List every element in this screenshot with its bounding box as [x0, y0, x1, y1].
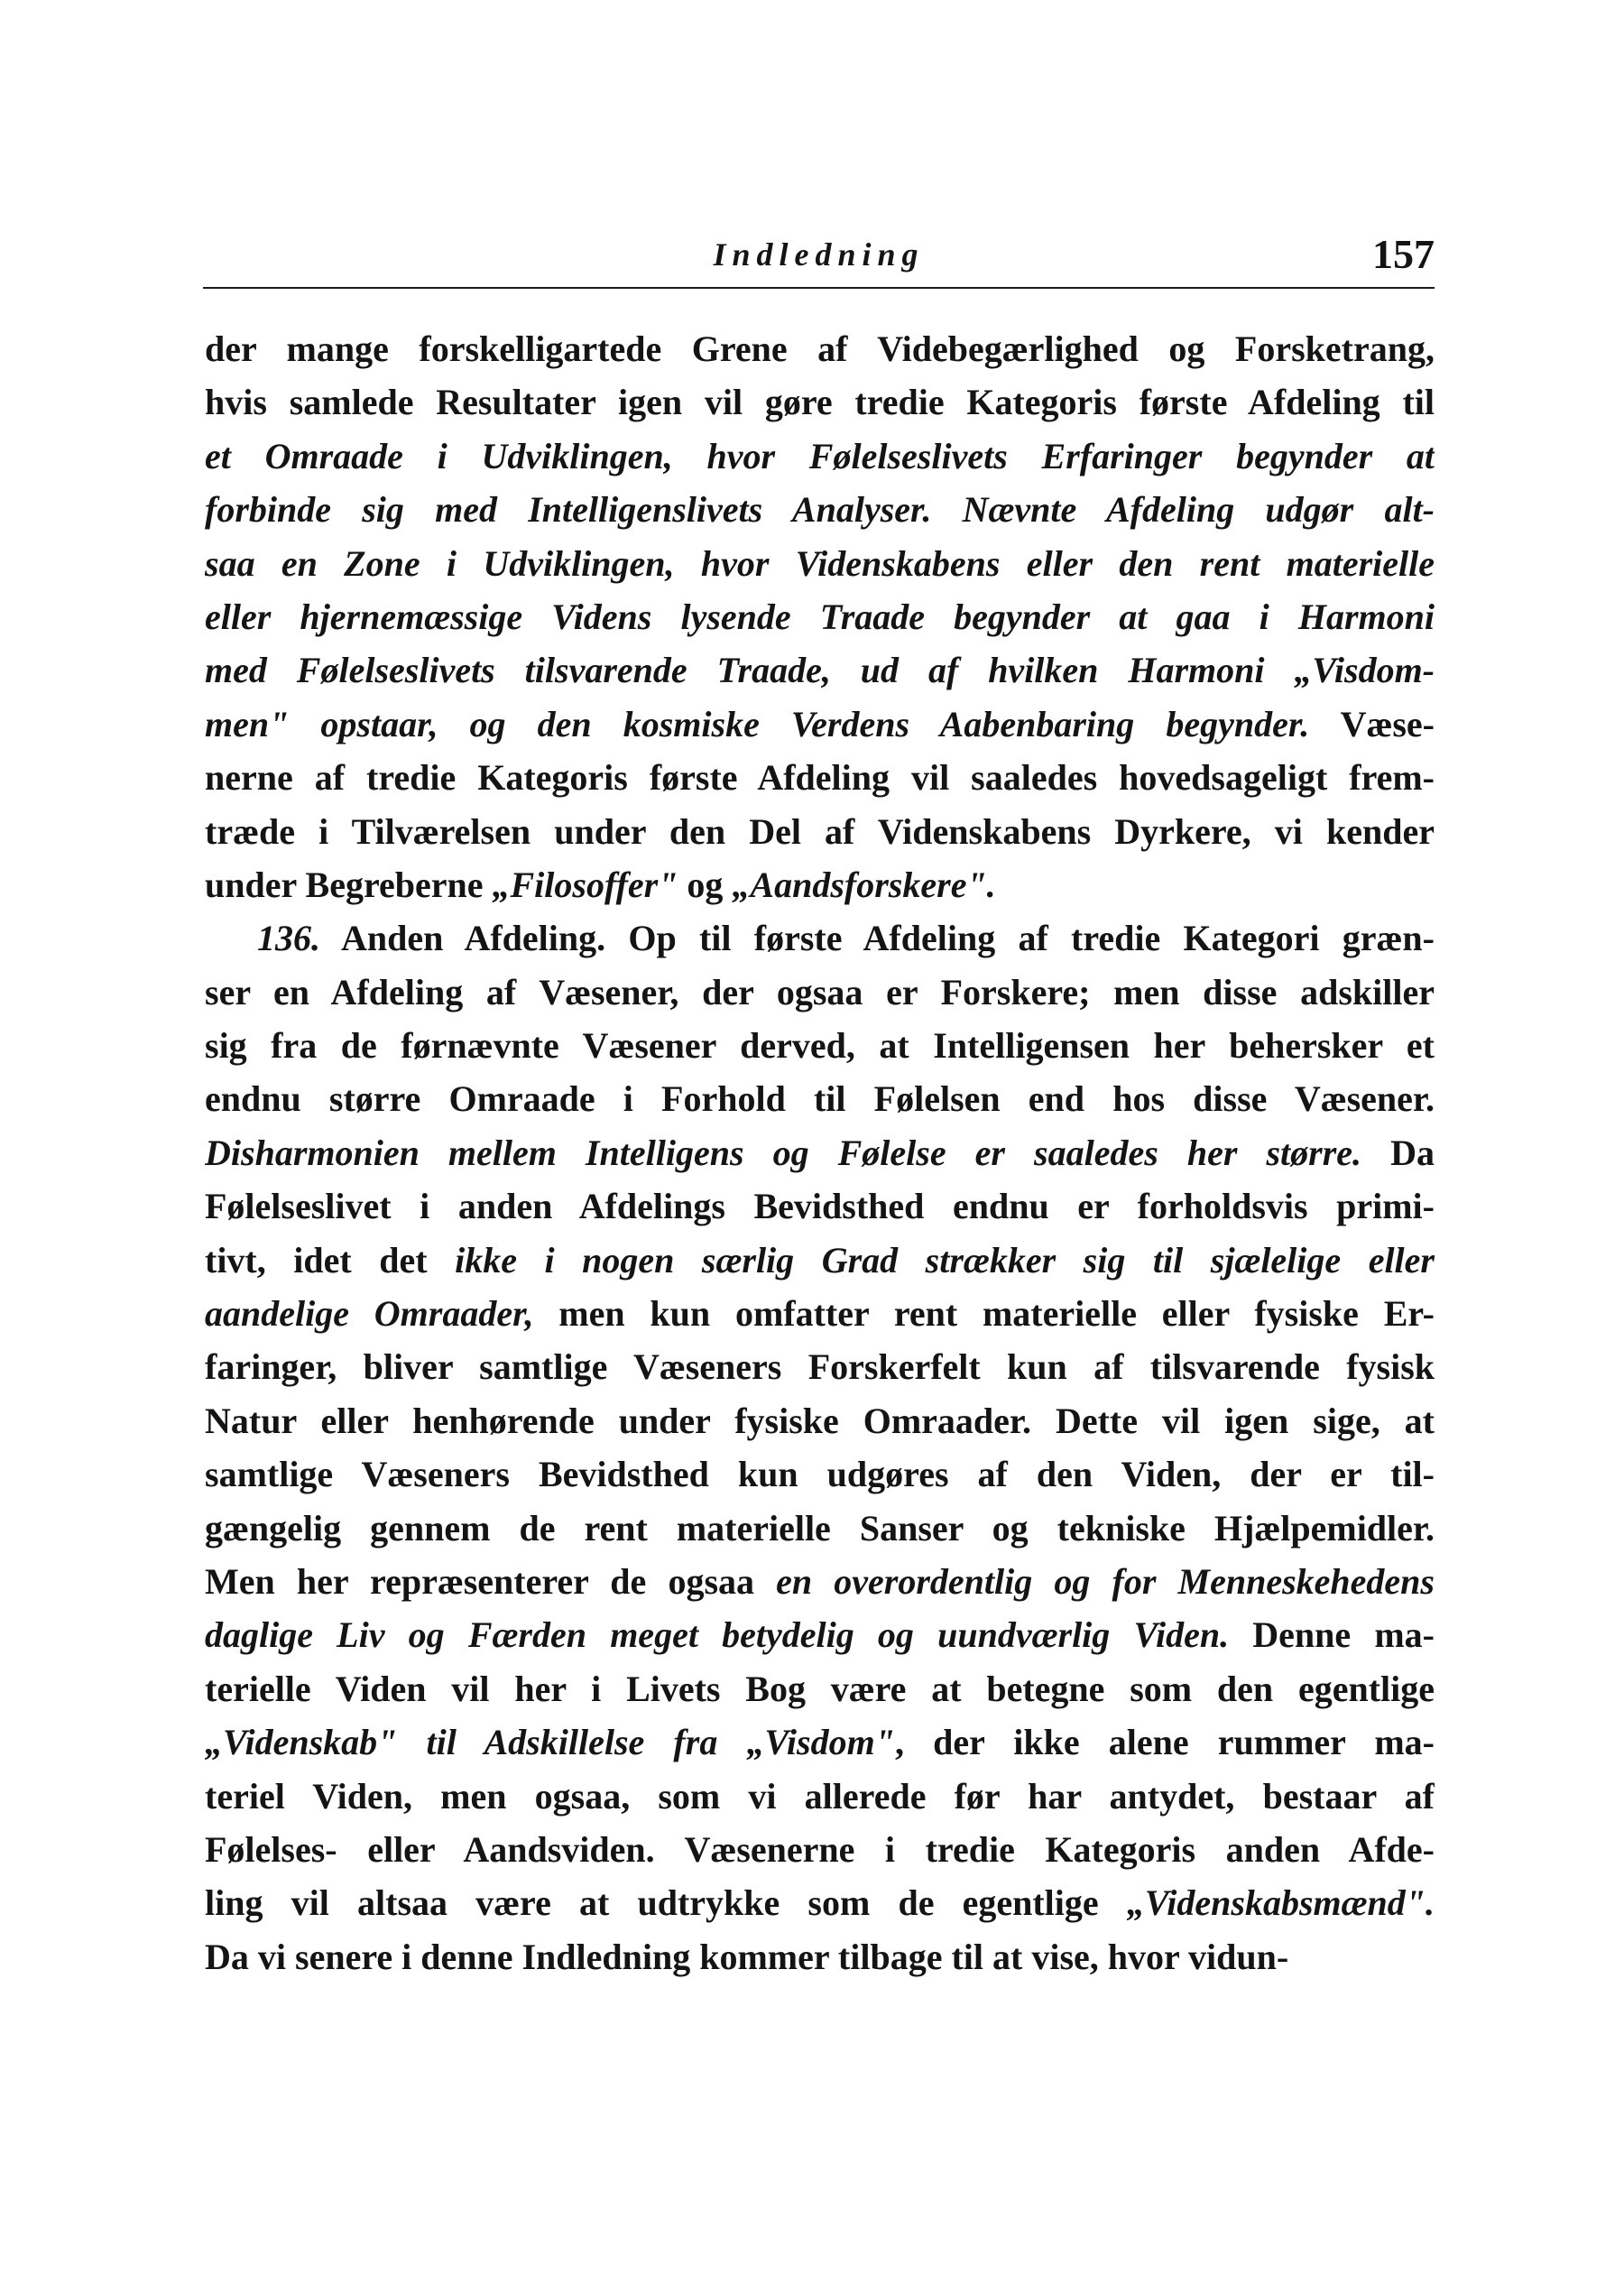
- text-segment: Følelses- eller Aandsviden. Væsenerne i tredie Kategoris anden Afde-: [205, 1828, 1435, 1870]
- text-segment: Men her repræsenterer de ogsaa: [205, 1560, 777, 1602]
- text-line: [205, 1770, 1435, 1823]
- italic-segment: „Videnskab" til Adskillelse fra „Visdom": [205, 1722, 895, 1763]
- header-rule: [203, 287, 1435, 289]
- text-line: [205, 1930, 1435, 1983]
- text-line: [205, 1447, 1435, 1501]
- italic-segment: med Følelseslivets tilsvarende Traade, ud af hvilken Harmoni „Visdom-: [205, 650, 1435, 691]
- text-line: [205, 1876, 1435, 1929]
- text-line: [205, 1019, 1435, 1072]
- text-line: [205, 1340, 1435, 1393]
- text-segment: samtlige Væseners Bevidsthed kun udgøres af den Viden, der er til-: [205, 1454, 1435, 1495]
- body-text: [205, 322, 1435, 1983]
- text-segment: , der ikke alene rummer ma-: [894, 1722, 1435, 1763]
- text-segment: Da vi senere i denne Indledning kommer tilbage til at vise, hvor vidun-: [205, 1936, 1289, 1977]
- text-segment: terielle Viden vil her i Livets Bog være at betegne som den egentlige: [205, 1668, 1435, 1709]
- running-head: [203, 230, 1435, 286]
- text-line: [205, 1662, 1435, 1715]
- text-segment: sig fra de førnævnte Væsener derved, at Intelligensen her behersker et: [205, 1025, 1435, 1067]
- text-line: [205, 1287, 1435, 1340]
- text-line: [205, 911, 1435, 965]
- italic-segment: aandelige Omraader,: [205, 1293, 534, 1335]
- text-line: [205, 1555, 1435, 1608]
- text-segment: Denne ma-: [1229, 1614, 1435, 1656]
- text-line: [205, 1502, 1435, 1555]
- text-segment: Natur eller henhørende under fysiske Omraader. Dette vil igen sige, at: [205, 1400, 1435, 1441]
- text-line: [205, 698, 1435, 751]
- text-line: [205, 1179, 1435, 1233]
- text-line: [205, 483, 1435, 536]
- italic-segment: „Aandsforskere".: [732, 864, 996, 905]
- text-line: [205, 751, 1435, 804]
- italic-segment: et Omraade i Udviklingen, hvor Følelseslivets Erfaringer begynder at: [205, 435, 1435, 476]
- text-line: [205, 590, 1435, 643]
- text-segment: endnu større Omraade i Forhold til Følelsen end hos disse Væsener.: [205, 1078, 1435, 1120]
- text-segment: tivt, idet det: [205, 1239, 456, 1281]
- text-segment: nerne af tredie Kategoris første Afdeling vil saaledes hovedsageligt frem-: [205, 757, 1435, 799]
- text-line: [205, 1126, 1435, 1179]
- italic-segment: eller hjernemæssige Videns lysende Traade begynder at gaa i Harmoni: [205, 596, 1435, 637]
- text-line: [205, 322, 1435, 375]
- italic-segment: ikke i nogen særlig Grad strækker sig til sjælelige eller: [455, 1239, 1435, 1281]
- text-segment: træde i Tilværelsen under den Del af Videnskabens Dyrkere, vi kender: [205, 810, 1435, 852]
- text-line: [205, 805, 1435, 858]
- text-segment: men kun omfatter rent materielle eller fysiske Er-: [533, 1293, 1435, 1335]
- italic-segment: „Filosoffer": [492, 864, 678, 905]
- text-line: [205, 858, 1435, 911]
- text-line: [205, 1608, 1435, 1661]
- italic-segment: men" opstaar, og den kosmiske Verdens Aabenbaring begynder.: [205, 703, 1310, 744]
- italic-segment: saa en Zone i Udviklingen, hvor Videnskabens eller den rent materielle: [205, 542, 1435, 584]
- italic-segment: 136.: [257, 918, 320, 959]
- text-segment: ling vil altsaa være at udtrykke som de egentlige: [205, 1882, 1127, 1924]
- text-segment: Væse-: [1309, 703, 1435, 744]
- text-line: [205, 1234, 1435, 1287]
- text-line: [205, 430, 1435, 483]
- italic-segment: en overordentlig og for Menneskehedens: [776, 1560, 1435, 1602]
- italic-segment: „Videnskabsmænd".: [1126, 1882, 1435, 1924]
- text-line: [205, 1715, 1435, 1769]
- italic-segment: forbinde sig med Intelligenslivets Analyser. Nævnte Afdeling udgør alt-: [205, 489, 1435, 531]
- text-segment: Følelseslivet i anden Afdelings Bevidsthed endnu er forholdsvis primi-: [205, 1186, 1435, 1227]
- text-line: [205, 1394, 1435, 1447]
- text-line: [205, 1823, 1435, 1876]
- text-segment: ser en Afdeling af Væsener, der ogsaa er Forskere; men disse adskiller: [205, 971, 1435, 1012]
- italic-segment: Disharmonien mellem Intelligens og Følelse er saaledes her større.: [205, 1132, 1362, 1173]
- text-line: [205, 537, 1435, 590]
- text-segment: teriel Viden, men ogsaa, som vi allerede før har antydet, bestaar af: [205, 1775, 1435, 1817]
- text-segment: gængelig gennem de rent materielle Sanser og tekniske Hjælpemidler.: [205, 1507, 1435, 1549]
- text-line: [205, 375, 1435, 429]
- text-segment: Da: [1361, 1132, 1435, 1173]
- text-segment: faringer, bliver samtlige Væseners Forskerfelt kun af tilsvarende fysisk: [205, 1346, 1435, 1388]
- running-head-title: Indledning: [713, 236, 925, 273]
- text-line: [205, 966, 1435, 1019]
- text-segment: under Begreberne: [205, 864, 493, 905]
- page-number: 157: [1372, 231, 1435, 277]
- text-line: [205, 643, 1435, 697]
- text-segment: og: [678, 864, 733, 905]
- text-segment: der mange forskelligartede Grene af Videbegærlighed og Forsketrang,: [205, 328, 1435, 369]
- text-line: [205, 1072, 1435, 1125]
- text-segment: Anden Afdeling. Op til første Afdeling af tredie Kategori græn-: [320, 918, 1435, 959]
- text-segment: hvis samlede Resultater igen vil gøre tredie Kategoris første Afdeling til: [205, 382, 1435, 423]
- italic-segment: daglige Liv og Færden meget betydelig og uundværlig Viden.: [205, 1614, 1230, 1656]
